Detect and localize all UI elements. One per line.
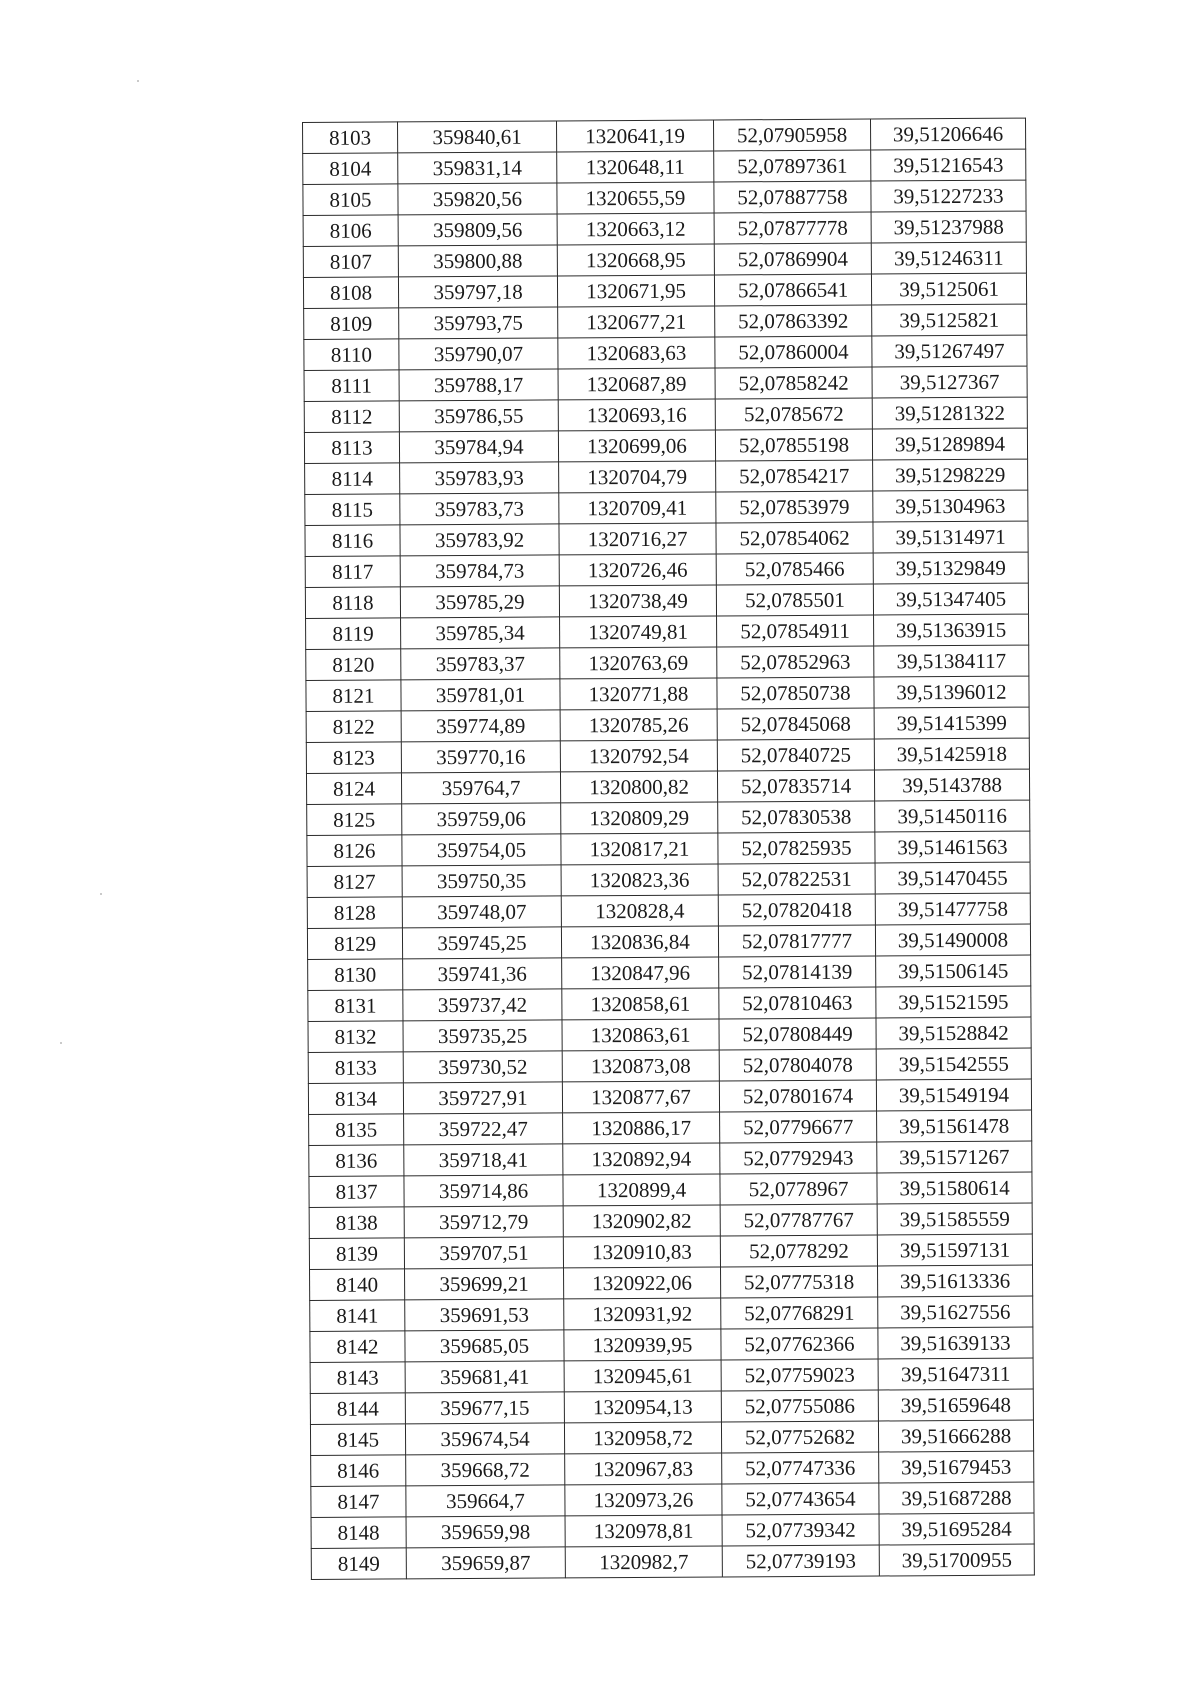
- longitude-cell: 39,51347405: [873, 583, 1028, 615]
- longitude-cell: 39,51700955: [879, 1544, 1034, 1576]
- longitude-cell: 39,5125821: [872, 304, 1027, 336]
- point-number-cell: 8122: [306, 711, 401, 743]
- table-row: [311, 1544, 1034, 1579]
- longitude-cell: 39,51450116: [875, 800, 1030, 832]
- longitude-cell: 39,51687288: [879, 1482, 1034, 1514]
- table-row: [306, 645, 1029, 680]
- x-coordinate-cell: 359674,54: [405, 1423, 564, 1455]
- table-row: [303, 211, 1026, 246]
- point-number-cell: 8127: [307, 866, 402, 898]
- point-number-cell: 8112: [304, 401, 399, 433]
- y-coordinate-cell: 1320982,7: [565, 1546, 722, 1578]
- point-number-cell: 8146: [311, 1455, 406, 1487]
- longitude-cell: 39,51477758: [875, 893, 1030, 925]
- latitude-cell: 52,07825935: [718, 832, 875, 864]
- point-number-cell: 8103: [303, 122, 398, 154]
- latitude-cell: 52,0785672: [715, 398, 872, 430]
- latitude-cell: 52,07860004: [715, 336, 872, 368]
- table-row: [306, 614, 1029, 649]
- table-row: [311, 1451, 1034, 1486]
- x-coordinate-cell: 359741,36: [403, 958, 562, 990]
- point-number-cell: 8131: [308, 990, 403, 1022]
- table-row: [305, 583, 1028, 618]
- y-coordinate-cell: 1320749,81: [560, 616, 717, 648]
- y-coordinate-cell: 1320863,61: [562, 1019, 719, 1051]
- longitude-cell: 39,51289894: [872, 428, 1027, 460]
- latitude-cell: 52,0778967: [720, 1173, 877, 1205]
- latitude-cell: 52,07877778: [714, 212, 871, 244]
- x-coordinate-cell: 359783,92: [400, 524, 559, 556]
- point-number-cell: 8107: [303, 246, 398, 278]
- longitude-cell: 39,51425918: [874, 738, 1029, 770]
- y-coordinate-cell: 1320738,49: [559, 585, 716, 617]
- y-coordinate-cell: 1320967,83: [565, 1453, 722, 1485]
- coordinates-table-body: [303, 118, 1035, 1579]
- x-coordinate-cell: 359783,73: [400, 493, 559, 525]
- longitude-cell: 39,51298229: [873, 459, 1028, 491]
- y-coordinate-cell: 1320945,61: [564, 1360, 721, 1392]
- point-number-cell: 8135: [309, 1114, 404, 1146]
- table-row: [303, 273, 1026, 308]
- y-coordinate-cell: 1320922,06: [564, 1267, 721, 1299]
- y-coordinate-cell: 1320785,26: [560, 709, 717, 741]
- longitude-cell: 39,51415399: [874, 707, 1029, 739]
- x-coordinate-cell: 359707,51: [404, 1237, 563, 1269]
- longitude-cell: 39,51227233: [871, 180, 1026, 212]
- table-row: [303, 118, 1026, 153]
- x-coordinate-cell: 359659,98: [406, 1516, 565, 1548]
- x-coordinate-cell: 359748,07: [402, 896, 561, 928]
- latitude-cell: 52,07863392: [715, 305, 872, 337]
- latitude-cell: 52,07855198: [715, 429, 872, 461]
- point-number-cell: 8110: [304, 339, 399, 371]
- x-coordinate-cell: 359788,17: [399, 369, 558, 401]
- longitude-cell: 39,51490008: [875, 924, 1030, 956]
- longitude-cell: 39,51580614: [877, 1172, 1032, 1204]
- table-row: [308, 1048, 1031, 1083]
- x-coordinate-cell: 359820,56: [398, 183, 557, 215]
- x-coordinate-cell: 359786,55: [399, 400, 558, 432]
- table-row: [310, 1296, 1033, 1331]
- point-number-cell: 8141: [310, 1300, 405, 1332]
- x-coordinate-cell: 359793,75: [399, 307, 558, 339]
- table-row: [304, 304, 1027, 339]
- point-number-cell: 8149: [311, 1548, 406, 1580]
- latitude-cell: 52,07850738: [717, 677, 874, 709]
- longitude-cell: 39,51396012: [874, 676, 1029, 708]
- x-coordinate-cell: 359783,37: [401, 648, 560, 680]
- latitude-cell: 52,07852963: [717, 646, 874, 678]
- point-number-cell: 8118: [305, 587, 400, 619]
- x-coordinate-cell: 359790,07: [399, 338, 558, 370]
- y-coordinate-cell: 1320792,54: [560, 740, 717, 772]
- table-row: [309, 1234, 1032, 1269]
- y-coordinate-cell: 1320958,72: [564, 1422, 721, 1454]
- point-number-cell: 8104: [303, 153, 398, 185]
- point-number-cell: 8148: [311, 1517, 406, 1549]
- table-row: [306, 769, 1029, 804]
- point-number-cell: 8143: [310, 1362, 405, 1394]
- point-number-cell: 8105: [303, 184, 398, 216]
- latitude-cell: 52,07817777: [718, 925, 875, 957]
- table-row: [308, 1079, 1031, 1114]
- longitude-cell: 39,51281322: [872, 397, 1027, 429]
- x-coordinate-cell: 359759,06: [402, 803, 561, 835]
- table-row: [306, 738, 1029, 773]
- y-coordinate-cell: 1320939,95: [564, 1329, 721, 1361]
- longitude-cell: 39,5125061: [871, 273, 1026, 305]
- table-row: [310, 1420, 1033, 1455]
- point-number-cell: 8132: [308, 1021, 403, 1053]
- longitude-cell: 39,51237988: [871, 211, 1026, 243]
- table-row: [308, 955, 1031, 990]
- longitude-cell: 39,51470455: [875, 862, 1030, 894]
- point-number-cell: 8114: [305, 463, 400, 495]
- latitude-cell: 52,07796677: [720, 1111, 877, 1143]
- y-coordinate-cell: 1320677,21: [558, 306, 715, 338]
- x-coordinate-cell: 359781,01: [401, 679, 560, 711]
- x-coordinate-cell: 359699,21: [405, 1268, 564, 1300]
- table-row: [305, 459, 1028, 494]
- longitude-cell: 39,51267497: [872, 335, 1027, 367]
- y-coordinate-cell: 1320931,92: [564, 1298, 721, 1330]
- point-number-cell: 8136: [309, 1145, 404, 1177]
- table-row: [307, 831, 1030, 866]
- latitude-cell: 52,07762366: [721, 1328, 878, 1360]
- point-number-cell: 8130: [308, 959, 403, 991]
- y-coordinate-cell: 1320828,4: [561, 895, 718, 927]
- x-coordinate-cell: 359712,79: [404, 1206, 563, 1238]
- x-coordinate-cell: 359800,88: [398, 245, 557, 277]
- y-coordinate-cell: 1320823,36: [561, 864, 718, 896]
- x-coordinate-cell: 359831,14: [398, 152, 557, 184]
- latitude-cell: 52,07887758: [714, 181, 871, 213]
- table-row: [311, 1513, 1034, 1548]
- x-coordinate-cell: 359714,86: [404, 1175, 563, 1207]
- point-number-cell: 8113: [304, 432, 399, 464]
- x-coordinate-cell: 359840,61: [398, 121, 557, 153]
- x-coordinate-cell: 359677,15: [405, 1392, 564, 1424]
- y-coordinate-cell: 1320858,61: [562, 988, 719, 1020]
- x-coordinate-cell: 359784,94: [399, 431, 558, 463]
- table-row: [307, 924, 1030, 959]
- latitude-cell: 52,07792943: [720, 1142, 877, 1174]
- x-coordinate-cell: 359770,16: [401, 741, 560, 773]
- point-number-cell: 8126: [307, 835, 402, 867]
- latitude-cell: 52,07787767: [720, 1204, 877, 1236]
- longitude-cell: 39,51461563: [875, 831, 1030, 863]
- longitude-cell: 39,51561478: [877, 1110, 1032, 1142]
- point-number-cell: 8125: [307, 804, 402, 836]
- longitude-cell: 39,51304963: [873, 490, 1028, 522]
- x-coordinate-cell: 359745,25: [402, 927, 561, 959]
- x-coordinate-cell: 359737,42: [403, 989, 562, 1021]
- scan-speck: [60, 1042, 62, 1044]
- latitude-cell: 52,07755086: [721, 1390, 878, 1422]
- y-coordinate-cell: 1320648,11: [557, 151, 714, 183]
- y-coordinate-cell: 1320687,89: [558, 368, 715, 400]
- point-number-cell: 8129: [307, 928, 402, 960]
- y-coordinate-cell: 1320886,17: [563, 1112, 720, 1144]
- longitude-cell: 39,51216543: [871, 149, 1026, 181]
- latitude-cell: 52,07747336: [722, 1452, 879, 1484]
- x-coordinate-cell: 359691,53: [405, 1299, 564, 1331]
- latitude-cell: 52,07820418: [718, 894, 875, 926]
- y-coordinate-cell: 1320809,29: [561, 802, 718, 834]
- x-coordinate-cell: 359783,93: [400, 462, 559, 494]
- latitude-cell: 52,07739193: [722, 1545, 879, 1577]
- x-coordinate-cell: 359754,05: [402, 834, 561, 866]
- longitude-cell: 39,51528842: [876, 1017, 1031, 1049]
- table-row: [307, 862, 1030, 897]
- x-coordinate-cell: 359668,72: [406, 1454, 565, 1486]
- point-number-cell: 8111: [304, 370, 399, 402]
- x-coordinate-cell: 359659,87: [406, 1547, 565, 1579]
- longitude-cell: 39,51314971: [873, 521, 1028, 553]
- coordinates-table: [302, 118, 1035, 1580]
- point-number-cell: 8108: [303, 277, 398, 309]
- longitude-cell: 39,51363915: [874, 614, 1029, 646]
- longitude-cell: 39,51679453: [879, 1451, 1034, 1483]
- latitude-cell: 52,07768291: [721, 1297, 878, 1329]
- y-coordinate-cell: 1320693,16: [558, 399, 715, 431]
- table-row: [309, 1172, 1032, 1207]
- table-row: [310, 1389, 1033, 1424]
- latitude-cell: 52,07869904: [714, 243, 871, 275]
- latitude-cell: 52,07804078: [719, 1049, 876, 1081]
- point-number-cell: 8120: [306, 649, 401, 681]
- longitude-cell: 39,5143788: [874, 769, 1029, 801]
- point-number-cell: 8133: [308, 1052, 403, 1084]
- table-row: [308, 986, 1031, 1021]
- latitude-cell: 52,07858242: [715, 367, 872, 399]
- table-row: [310, 1358, 1033, 1393]
- latitude-cell: 52,07775318: [721, 1266, 878, 1298]
- latitude-cell: 52,07822531: [718, 863, 875, 895]
- table-row: [310, 1265, 1033, 1300]
- table-row: [304, 335, 1027, 370]
- table-row: [305, 552, 1028, 587]
- y-coordinate-cell: 1320954,13: [564, 1391, 721, 1423]
- y-coordinate-cell: 1320671,95: [557, 275, 714, 307]
- latitude-cell: 52,07853979: [716, 491, 873, 523]
- y-coordinate-cell: 1320899,4: [563, 1174, 720, 1206]
- point-number-cell: 8144: [310, 1393, 405, 1425]
- longitude-cell: 39,51627556: [878, 1296, 1033, 1328]
- y-coordinate-cell: 1320771,88: [560, 678, 717, 710]
- table-row: [309, 1110, 1032, 1145]
- longitude-cell: 39,51329849: [873, 552, 1028, 584]
- latitude-cell: 52,07854217: [716, 460, 873, 492]
- table-row: [303, 149, 1026, 184]
- y-coordinate-cell: 1320704,79: [559, 461, 716, 493]
- longitude-cell: 39,51506145: [876, 955, 1031, 987]
- y-coordinate-cell: 1320683,63: [558, 337, 715, 369]
- latitude-cell: 52,07752682: [721, 1421, 878, 1453]
- table-row: [306, 676, 1029, 711]
- table-row: [304, 428, 1027, 463]
- point-number-cell: 8128: [307, 897, 402, 929]
- latitude-cell: 52,07739342: [722, 1514, 879, 1546]
- table-row: [309, 1203, 1032, 1238]
- point-number-cell: 8134: [308, 1083, 403, 1115]
- point-number-cell: 8142: [310, 1331, 405, 1363]
- latitude-cell: 52,07810463: [719, 987, 876, 1019]
- y-coordinate-cell: 1320978,81: [565, 1515, 722, 1547]
- longitude-cell: 39,51647311: [878, 1358, 1033, 1390]
- table-row: [310, 1327, 1033, 1362]
- longitude-cell: 39,51549194: [876, 1079, 1031, 1111]
- x-coordinate-cell: 359797,18: [398, 276, 557, 308]
- table-row: [309, 1141, 1032, 1176]
- point-number-cell: 8137: [309, 1176, 404, 1208]
- y-coordinate-cell: 1320817,21: [561, 833, 718, 865]
- point-number-cell: 8116: [305, 525, 400, 557]
- x-coordinate-cell: 359664,7: [406, 1485, 565, 1517]
- latitude-cell: 52,07866541: [714, 274, 871, 306]
- latitude-cell: 52,07801674: [719, 1080, 876, 1112]
- x-coordinate-cell: 359730,52: [403, 1051, 562, 1083]
- longitude-cell: 39,51585559: [877, 1203, 1032, 1235]
- x-coordinate-cell: 359735,25: [403, 1020, 562, 1052]
- scan-speck: [137, 80, 139, 82]
- latitude-cell: 52,0785466: [716, 553, 873, 585]
- latitude-cell: 52,0778292: [720, 1235, 877, 1267]
- table-row: [305, 521, 1028, 556]
- y-coordinate-cell: 1320668,95: [557, 244, 714, 276]
- longitude-cell: 39,51571267: [877, 1141, 1032, 1173]
- point-number-cell: 8139: [309, 1238, 404, 1270]
- point-number-cell: 8124: [306, 773, 401, 805]
- longitude-cell: 39,51639133: [878, 1327, 1033, 1359]
- y-coordinate-cell: 1320800,82: [560, 771, 717, 803]
- longitude-cell: 39,51246311: [871, 242, 1026, 274]
- table-row: [306, 707, 1029, 742]
- longitude-cell: 39,51597131: [877, 1234, 1032, 1266]
- latitude-cell: 52,07808449: [719, 1018, 876, 1050]
- latitude-cell: 52,07905958: [713, 119, 870, 151]
- longitude-cell: 39,51659648: [878, 1389, 1033, 1421]
- y-coordinate-cell: 1320763,69: [560, 647, 717, 679]
- x-coordinate-cell: 359685,05: [405, 1330, 564, 1362]
- longitude-cell: 39,51613336: [877, 1265, 1032, 1297]
- latitude-cell: 52,07830538: [718, 801, 875, 833]
- latitude-cell: 52,07854062: [716, 522, 873, 554]
- latitude-cell: 52,07835714: [717, 770, 874, 802]
- latitude-cell: 52,07845068: [717, 708, 874, 740]
- y-coordinate-cell: 1320726,46: [559, 554, 716, 586]
- point-number-cell: 8138: [309, 1207, 404, 1239]
- longitude-cell: 39,51206646: [870, 118, 1025, 150]
- y-coordinate-cell: 1320709,41: [559, 492, 716, 524]
- table-row: [304, 397, 1027, 432]
- point-number-cell: 8121: [306, 680, 401, 712]
- latitude-cell: 52,07743654: [722, 1483, 879, 1515]
- longitude-cell: 39,51695284: [879, 1513, 1034, 1545]
- table-row: [305, 490, 1028, 525]
- y-coordinate-cell: 1320847,96: [562, 957, 719, 989]
- table-row: [311, 1482, 1034, 1517]
- x-coordinate-cell: 359764,7: [401, 772, 560, 804]
- y-coordinate-cell: 1320716,27: [559, 523, 716, 555]
- y-coordinate-cell: 1320655,59: [557, 182, 714, 214]
- longitude-cell: 39,51542555: [876, 1048, 1031, 1080]
- latitude-cell: 52,07854911: [717, 615, 874, 647]
- x-coordinate-cell: 359750,35: [402, 865, 561, 897]
- x-coordinate-cell: 359784,73: [400, 555, 559, 587]
- point-number-cell: 8109: [304, 308, 399, 340]
- longitude-cell: 39,51384117: [874, 645, 1029, 677]
- longitude-cell: 39,5127367: [872, 366, 1027, 398]
- latitude-cell: 52,07759023: [721, 1359, 878, 1391]
- latitude-cell: 52,07814139: [719, 956, 876, 988]
- table-row: [307, 800, 1030, 835]
- point-number-cell: 8119: [306, 618, 401, 650]
- y-coordinate-cell: 1320910,83: [563, 1236, 720, 1268]
- x-coordinate-cell: 359809,56: [398, 214, 557, 246]
- x-coordinate-cell: 359785,34: [401, 617, 560, 649]
- point-number-cell: 8147: [311, 1486, 406, 1518]
- table-row: [303, 242, 1026, 277]
- point-number-cell: 8115: [305, 494, 400, 526]
- point-number-cell: 8117: [305, 556, 400, 588]
- y-coordinate-cell: 1320892,94: [563, 1143, 720, 1175]
- y-coordinate-cell: 1320973,26: [565, 1484, 722, 1516]
- y-coordinate-cell: 1320877,67: [562, 1081, 719, 1113]
- x-coordinate-cell: 359681,41: [405, 1361, 564, 1393]
- y-coordinate-cell: 1320836,84: [561, 926, 718, 958]
- table-row: [308, 1017, 1031, 1052]
- x-coordinate-cell: 359718,41: [404, 1144, 563, 1176]
- x-coordinate-cell: 359727,91: [403, 1082, 562, 1114]
- y-coordinate-cell: 1320641,19: [556, 120, 713, 152]
- scan-speck: [100, 893, 102, 895]
- point-number-cell: 8145: [310, 1424, 405, 1456]
- y-coordinate-cell: 1320873,08: [562, 1050, 719, 1082]
- point-number-cell: 8123: [306, 742, 401, 774]
- latitude-cell: 52,07897361: [714, 150, 871, 182]
- latitude-cell: 52,0785501: [716, 584, 873, 616]
- y-coordinate-cell: 1320663,12: [557, 213, 714, 245]
- x-coordinate-cell: 359785,29: [400, 586, 559, 618]
- table-row: [303, 180, 1026, 215]
- point-number-cell: 8140: [310, 1269, 405, 1301]
- longitude-cell: 39,51521595: [876, 986, 1031, 1018]
- table-row: [304, 366, 1027, 401]
- table-row: [307, 893, 1030, 928]
- x-coordinate-cell: 359722,47: [404, 1113, 563, 1145]
- longitude-cell: 39,51666288: [878, 1420, 1033, 1452]
- point-number-cell: 8106: [303, 215, 398, 247]
- y-coordinate-cell: 1320699,06: [558, 430, 715, 462]
- latitude-cell: 52,07840725: [717, 739, 874, 771]
- y-coordinate-cell: 1320902,82: [563, 1205, 720, 1237]
- x-coordinate-cell: 359774,89: [401, 710, 560, 742]
